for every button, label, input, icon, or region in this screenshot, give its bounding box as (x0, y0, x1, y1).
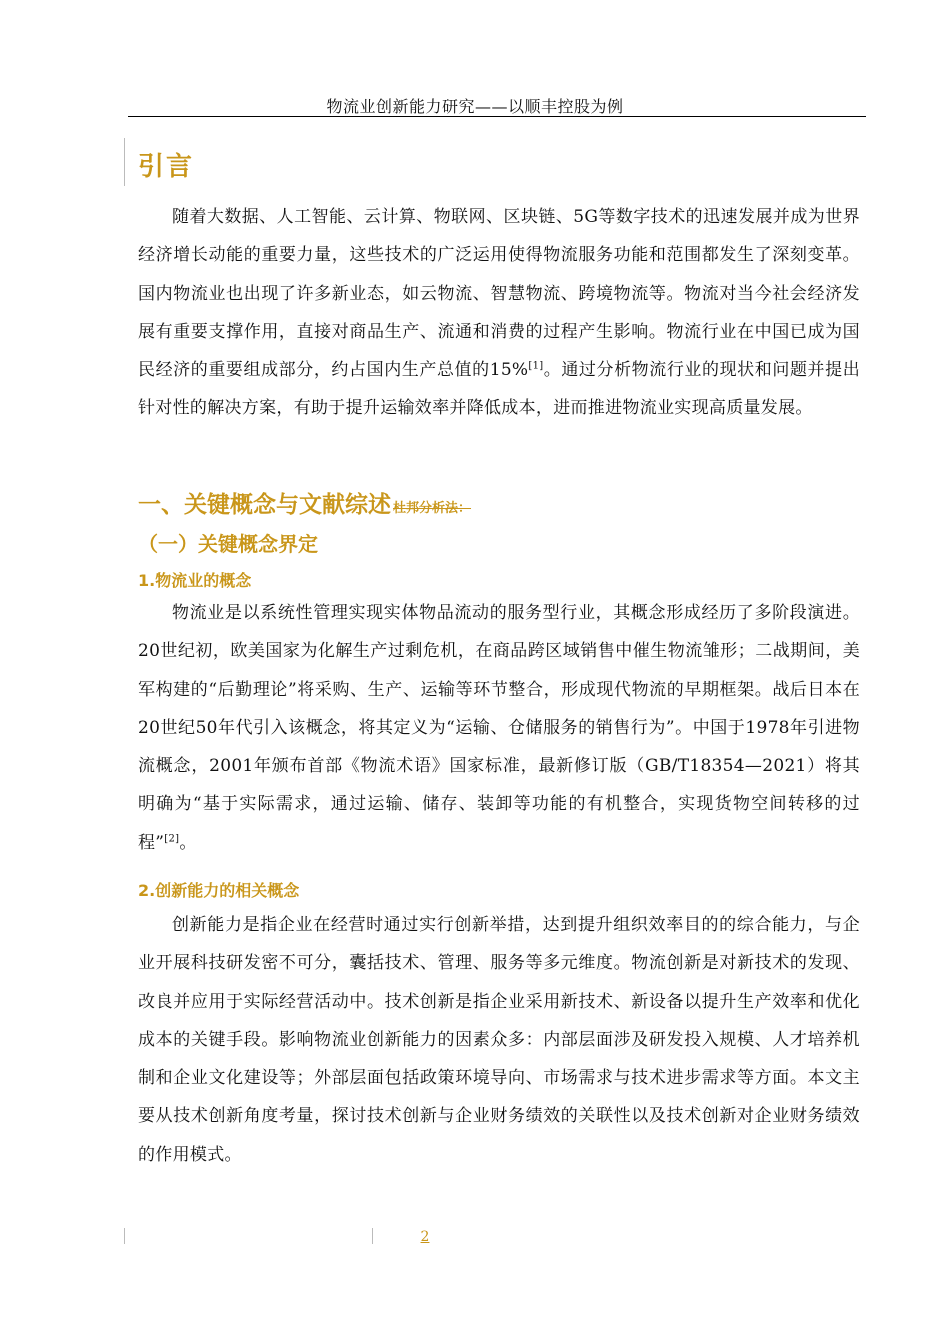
intro-heading: 引言 (138, 152, 195, 182)
intro-paragraph (138, 198, 860, 428)
intro-text-b: 。通过分析物流行业的现状和问题并提出针对性的解决方案，有助于提升运输效率并降低成本，进而推进物流业实现高质量发展。 (138, 360, 860, 419)
header-rule (128, 116, 866, 117)
struck-note: 杜邦分析法： (393, 501, 472, 516)
subsection-heading: （一）关键概念界定 (138, 532, 318, 556)
intro-text-a: 随着大数据、人工智能、云计算、物联网、区块链、5G等数字技术的迅速发展并成为世界经济增长动能的重要力量，这些技术的广泛运用使得物流服务功能和范围都发生了深刻变革。国内物流业也出现了许多新业态，如云物流、智慧物流、跨境物流等。物流对当今社会经济发展有重要支撑作用，直接对商品生产、流通和消费的过程产生影响。物流行业在中国已成为国民经济的重要组成部分，约占国内生产总值的15% (138, 207, 860, 381)
header-title: 物流业创新能力研究——以顺丰控股为例 (326, 97, 624, 116)
sub2-paragraph: 创新能力是指企业在经营时通过实行创新举措，达到提升组织效率目的的综合能力，与企业开展科技研发密不可分，囊括技术、管理、服务等多元维度。物流创新是对新技术的发现、改良并应用于实际经营活动中。技术创新是指企业采用新技术、新设备以提升生产效率和优化成本的关键手段。影响物流业创新能力的因素众多：内部层面涉及研发投入规模、人才培养机制和企业文化建设等；外部层面包括政策环境导向、市场需求与技术进步需求等方面。本文主要从技术创新角度考量，探讨技术创新与企业财务绩效的关联性以及技术创新对企业财务绩效的作用模式。 (138, 915, 860, 1165)
citation-1[interactable]: [1] (528, 360, 544, 372)
section1-heading (138, 486, 471, 519)
sub1-paragraph (138, 594, 860, 862)
citation-2[interactable]: [2] (164, 833, 180, 845)
sub1-text-a: 物流业是以系统性管理实现实体物品流动的服务型行业，其概念形成经历了多阶段演进。20世纪初，欧美国家为化解生产过剩危机，在商品跨区域销售中催生物流雏形；二战期间，美军构建的“后勤理论”将采购、生产、运输等环节整合，形成现代物流的早期框架。战后日本在20世纪50年代引入该概念，将其定义为“运输、仓储服务的销售行为”。中国于1978年引进物流概念，2001年颁布首部《物流术语》国家标准，最新修订版（GB/T18354—2021）将其明确为“基于实际需求，通过运输、储存、装卸等功能的有机整合，实现货物空间转移的过程” (138, 603, 860, 853)
sub2-heading: 2.创新能力的相关概念 (138, 881, 300, 900)
sub1-text-b: 。 (179, 832, 197, 853)
page-number: 2 (420, 1229, 430, 1245)
sub1-heading: 1.物流业的概念 (138, 571, 252, 590)
section1-title: 一、关键概念与文献综述 (138, 492, 391, 518)
margin-mark-left (124, 138, 125, 186)
